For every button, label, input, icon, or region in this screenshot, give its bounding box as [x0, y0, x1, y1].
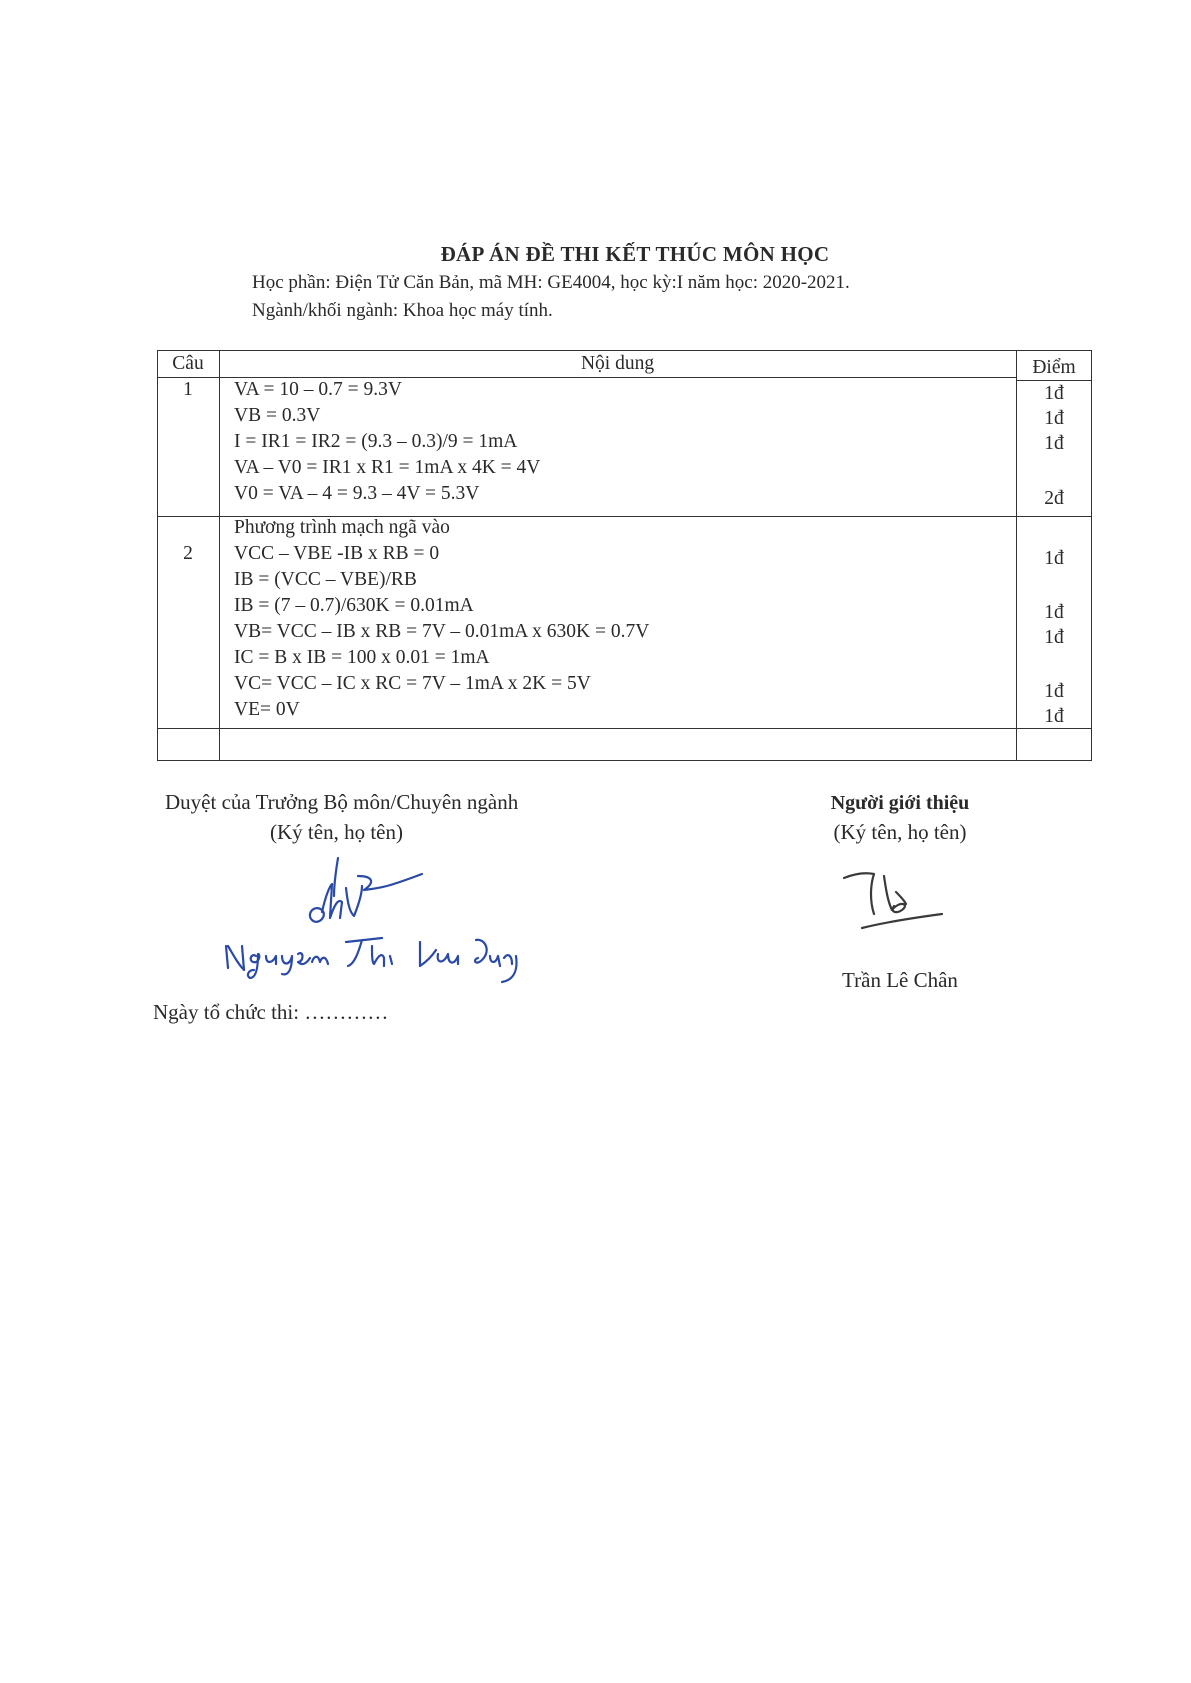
q1-score-2: 1đ [1044, 408, 1064, 429]
q1-score-3: 1đ [1044, 433, 1064, 454]
q2-line-3: IB = (VCC – VBE)/RB [234, 569, 417, 590]
q2-score-4: 1đ [1044, 681, 1064, 702]
q1-line-1: VA = 10 – 0.7 = 9.3V [234, 379, 402, 400]
major-line: Ngành/khối ngành: Khoa học máy tính. [252, 300, 553, 321]
presenter-name: Trần Lê Chân [842, 968, 958, 992]
q2-line-2: VCC – VBE -IB x RB = 0 [234, 543, 440, 564]
q2-score-3: 1đ [1044, 627, 1064, 648]
q2-line-5: VB= VCC – IB x RB = 7V – 0.01mA x 630K = 0.7V [234, 621, 650, 642]
course-line: Học phần: Điện Tử Căn Bản, mã MH: GE4004, học kỳ:I năm học: 2020-2021. [252, 272, 850, 293]
header-question: Câu [172, 353, 204, 374]
question-2-number: 2 [183, 543, 193, 564]
q2-line-7: VC= VCC – IC x RC = 7V – 1mA x 2K = 5V [234, 673, 591, 694]
approver-note: (Ký tên, họ tên) [270, 820, 403, 844]
header-content: Nội dung [580, 353, 655, 374]
q2-line-6: IC = B x IB = 100 x 0.01 = 1mA [234, 647, 490, 668]
presenter-signature [840, 866, 950, 946]
q1-line-3: I = IR1 = IR2 = (9.3 – 0.3)/9 = 1mA [234, 431, 518, 452]
approver-signature [222, 846, 522, 986]
presenter-note: (Ký tên, họ tên) [833, 820, 967, 844]
q2-score-1: 1đ [1044, 548, 1064, 569]
question-1-number: 1 [183, 379, 193, 400]
q2-score-2: 1đ [1044, 602, 1064, 623]
header-score: Điểm [1032, 357, 1076, 378]
q2-score-5: 1đ [1044, 706, 1064, 727]
answer-table [157, 350, 1092, 761]
q2-line-8: VE= 0V [234, 699, 300, 720]
q1-line-2: VB = 0.3V [234, 405, 321, 426]
q2-line-1: Phương trình mạch ngã vào [234, 517, 450, 538]
q2-line-4: IB = (7 – 0.7)/630K = 0.01mA [234, 595, 474, 616]
document-title: ĐÁP ÁN ĐỀ THI KẾT THÚC MÔN HỌC [440, 242, 830, 266]
exam-date: Ngày tổ chức thi: ………… [153, 1000, 389, 1024]
q1-line-4: VA – V0 = IR1 x R1 = 1mA x 4K = 4V [234, 457, 541, 478]
q1-score-1: 1đ [1044, 383, 1064, 404]
q1-line-5: V0 = VA – 4 = 9.3 – 4V = 5.3V [234, 483, 480, 504]
q1-score-4: 2đ [1044, 488, 1064, 509]
presenter-title: Người giới thiệu [830, 792, 970, 814]
approver-title: Duyệt của Trưởng Bộ môn/Chuyên ngành [165, 790, 519, 814]
